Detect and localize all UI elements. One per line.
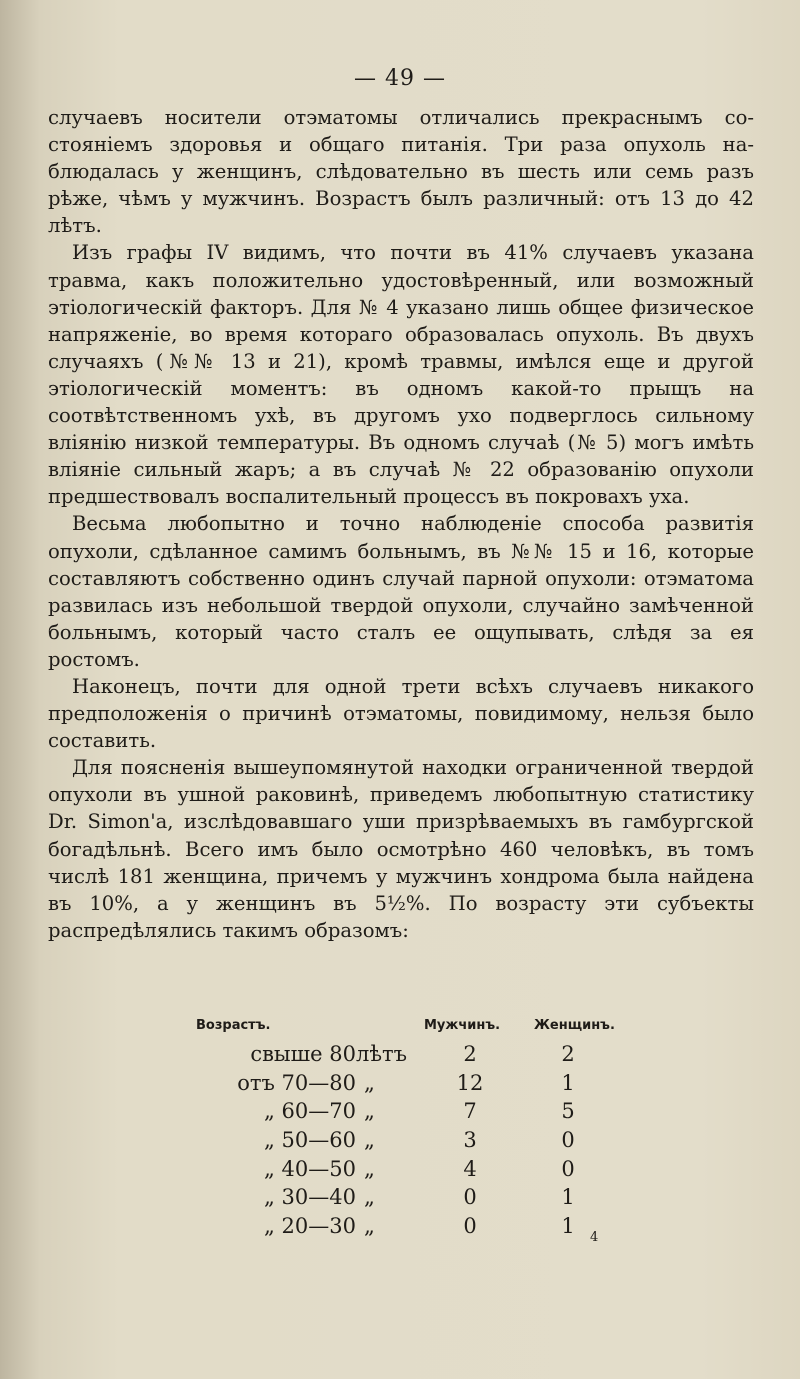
paragraph: Наконецъ, почти для одной трети всѣхъ случаевъ никакого предположенія о причинѣ отэматомы, повидимому, нельзя было составить. (48, 674, 754, 753)
cell-age: „ 50—60 (264, 1128, 356, 1153)
cell-age: „ 20—30 (264, 1214, 356, 1239)
cell-unit: „ (364, 1099, 375, 1124)
cell-women: 5 (561, 1099, 575, 1124)
paragraph: Для поясненія вышеупомянутой находки ограниченной твердой опухоли въ ушной раковинѣ, приведемъ любопытную статистику Dr. Simon'a, изслѣдовавшаго уши призрѣваемыхъ въ гамбургской богадѣльнѣ. Всего имъ было осмотрѣно 460 человѣкъ, въ томъ числѣ 181 женщина, причемъ у мужчинъ хондрома была найдена въ 10%, а у женщинъ въ 5½%. По возрасту эти субъекты распредѣлялись такимъ образомъ: (48, 756, 754, 942)
cell-age: отъ 70—80 (237, 1070, 356, 1095)
table-row (0, 1183, 800, 1212)
cell-age: „ 30—40 (264, 1185, 356, 1210)
column-header-age: Возрастъ. (196, 1018, 271, 1033)
cell-unit: лѣтъ (356, 1042, 407, 1066)
column-header-men: Мужчинъ. (424, 1018, 501, 1033)
table-row (0, 1126, 800, 1155)
page-number: — 49 — (354, 66, 446, 91)
column-header-women: Женщинъ. (534, 1018, 615, 1033)
cell-men: 0 (463, 1185, 477, 1210)
signature-mark: 4 (590, 1230, 599, 1245)
cell-unit: „ (364, 1185, 375, 1210)
cell-women: 1 (561, 1214, 575, 1239)
table-row (0, 1212, 800, 1241)
cell-unit: „ (364, 1156, 375, 1181)
cell-women: 0 (561, 1156, 575, 1181)
cell-women: 1 (561, 1185, 575, 1210)
cell-women: 2 (561, 1042, 575, 1066)
paragraph: Весьма любопытно и точно наблюденіе способа развитія опухоли, сдѣланное самимъ больнымъ, въ №№ 15 и 16, которые составляютъ собственно одинъ случай парной опухоли: отэматома развилась изъ небольшой твердой опухоли, случайно замѣченной больнымъ, который часто сталъ ее ощупывать, слѣдя за ея ростомъ. (48, 512, 754, 671)
table-row (0, 1097, 800, 1126)
table-row (0, 1069, 800, 1098)
age-table (0, 1040, 800, 1241)
cell-men: 7 (463, 1099, 477, 1124)
cell-unit: „ (364, 1070, 375, 1095)
cell-age: „ 40—50 (264, 1156, 356, 1181)
table-row (0, 1155, 800, 1184)
cell-unit: „ (364, 1214, 375, 1239)
cell-men: 12 (456, 1070, 484, 1095)
cell-women: 0 (561, 1128, 575, 1153)
table-row (0, 1040, 800, 1069)
cell-men: 3 (463, 1128, 477, 1153)
cell-unit: „ (364, 1128, 375, 1153)
paragraph: случаевъ носители отэматомы отличались прекраснымъ состояніемъ здоровья и общаго питанія. Три раза опухоль наблюдалась у женщинъ, слѣдовательно въ шесть или семь разъ рѣже, чѣмъ у мужчинъ. Возрастъ былъ различный: отъ 13 до 42 лѣтъ. (48, 106, 754, 238)
body-text (48, 104, 754, 944)
cell-men: 0 (463, 1214, 477, 1239)
cell-men: 2 (463, 1042, 477, 1066)
cell-age: свыше 80 (250, 1042, 356, 1066)
cell-women: 1 (561, 1070, 575, 1095)
cell-men: 4 (463, 1156, 477, 1181)
paragraph: Изъ графы IV видимъ, что почти въ 41% случаевъ указана травма, какъ положительно удостовѣренный, или возможный этіологическій факторъ. Для № 4 указано лишь общее физическое напряженіе, во время котораго образовалась опухоль. Въ двухъ случаяхъ (№№ 13 и 21), кромѣ травмы, имѣлся еще и другой этіологическій моментъ: въ одномъ какой-то прыщъ на соотвѣтственномъ ухѣ, въ другомъ ухо подверглось сильному вліянію низкой температуры. Въ одномъ случаѣ (№ 5) могъ имѣть вліяніе сильный жаръ; а въ случаѣ № 22 образованію опухоли предшествовалъ воспалительный процессъ въ покровахъ уха. (48, 241, 754, 509)
cell-age: „ 60—70 (264, 1099, 356, 1124)
